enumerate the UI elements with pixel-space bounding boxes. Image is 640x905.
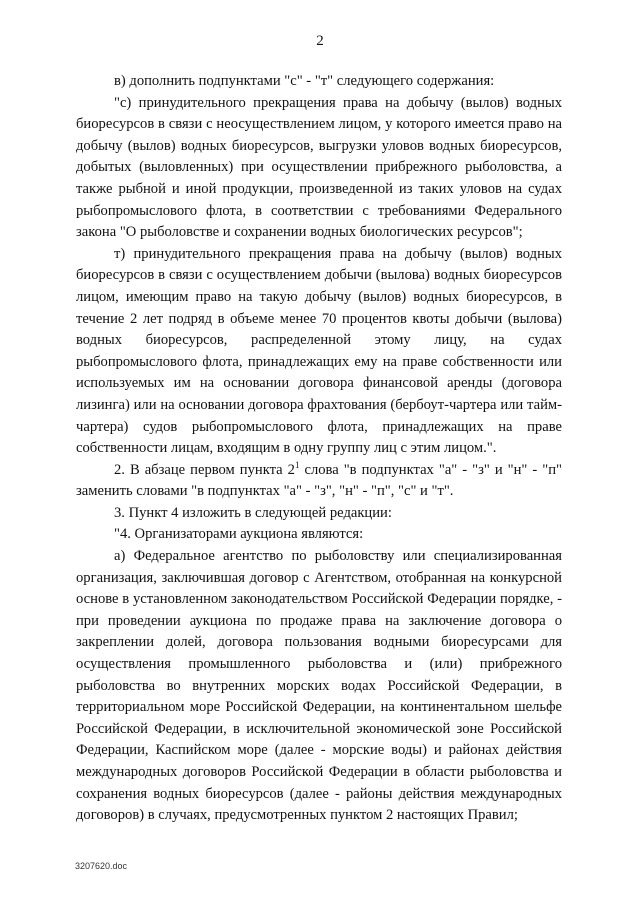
item-2-superscript: 1	[294, 459, 300, 470]
document-body	[76, 71, 562, 827]
paragraph-item-3: 3. Пункт 4 изложить в следующей редакции:	[114, 504, 392, 521]
item-2-text-after: слова "в подпунктах "а" - "з" и "н" - "п" заменить словами "в подпунктах "а" - "з", "н" - "п", "с" и "т".	[76, 461, 562, 500]
item-2-text-before: 2. В абзаце первом пункта 2	[114, 461, 295, 478]
paragraph-subitem-t: т) принудительного прекращения права на добычу (вылов) водных биоресурсов в связи с осуществлением добычи (вылова) водных биоресурсов лицом, имеющим право на такую добычу (вылов) водных биоресурсов, в течение 2 лет подряд в объеме менее 70 процентов квоты добычи (вылова) водных биоресурсов, распределенной этому лицу, на судах рыбопромыслового флота, принадлежащих ему на праве собственности или используемых им на основании договора финансовой аренды (договора лизинга) или на основании договора фрахтования (бербоут-чартера или тайм-чартера) судов рыбопромыслового флота, принадлежащих на праве собственности лицам, входящим в одну группу лиц с этим лицом.".	[76, 245, 562, 457]
page-number: 2	[316, 33, 324, 49]
paragraph-item-4a: а) Федеральное агентство по рыболовству или специализированная организация, заключившая договор с Агентством, отобранная на конкурсной основе в установленном законодательством Российской Федерации порядке, - при проведении аукциона по продаже права на заключение договора о закреплении долей, договора пользования водными биоресурсами для осуществления промышленного рыболовства и (или) прибрежного рыболовства во внутренних морских водах Российской Федерации, в территориальном море Российской Федерации, на континентальном шельфе Российской Федерации, в исключительной экономической зоне Российской Федерации, Каспийском море (далее - морские воды) и районах действия международных договоров Российской Федерации в области рыболовства и сохранения водных биоресурсов (далее - районы действия международных договоров) в случаях, предусмотренных пунктом 2 настоящих Правил;	[76, 548, 562, 824]
paragraph-item-4-heading: "4. Организаторами аукциона являются:	[114, 526, 364, 543]
paragraph-item-2	[76, 460, 562, 503]
document-footer-code: 3207620.doc	[75, 861, 128, 871]
paragraph-subitem-v: в) дополнить подпунктами "с" - "т" следующего содержания:	[114, 73, 495, 89]
paragraph-subitem-s: "с) принудительного прекращения права на добычу (вылов) водных биоресурсов в связи с неосуществлением лицом, у которого имеется право на добычу (вылов) водных биоресурсов, выгрузки уловов водных биоресурсов, добытых (выловленных) при осуществлении прибрежного рыболовства, а также рыбной и иной продукции, произведенной из таких уловов на судах рыбопромыслового флота, в соответствии с требованиями Федерального закона "О рыболовстве и сохранении водных биологических ресурсов";	[76, 94, 562, 241]
